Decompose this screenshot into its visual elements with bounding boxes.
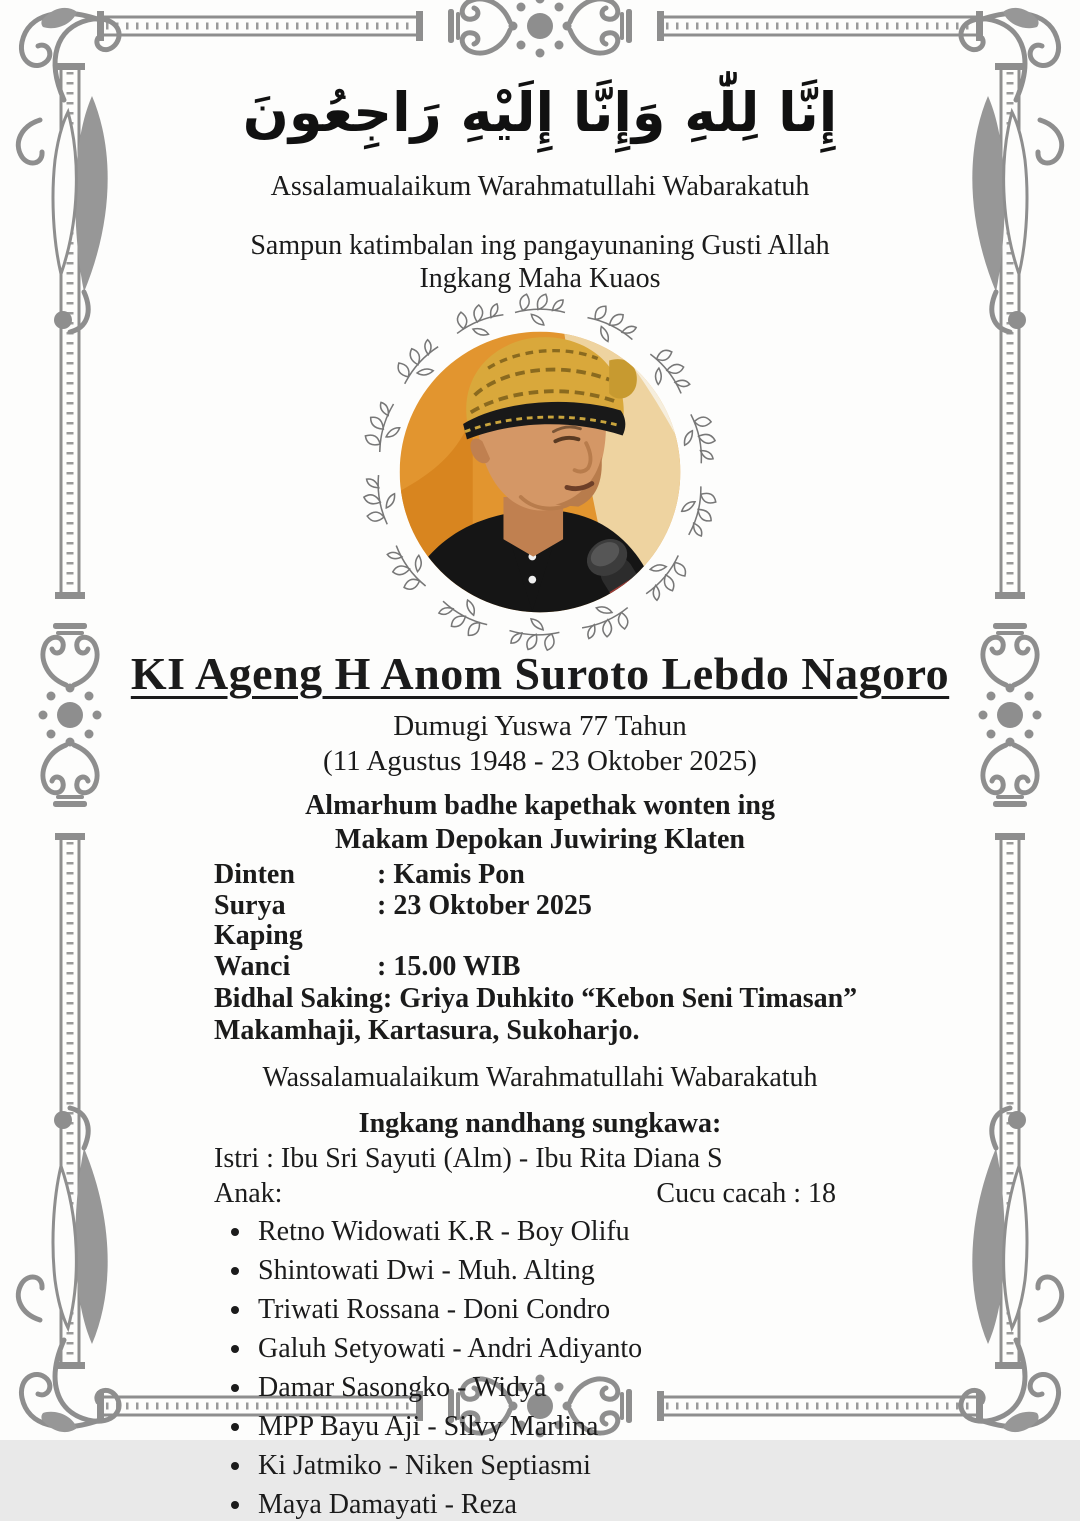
- list-item: • Damar Sasongko - Widya: [254, 1372, 904, 1404]
- mourners-heading: Ingkang nandhang sungkawa:: [358, 1108, 722, 1140]
- portrait-section: [364, 299, 716, 645]
- children-grandchildren-row: [214, 1179, 836, 1210]
- burial-row-time: [214, 952, 904, 981]
- deceased-dates: (11 Agustus 1948 - 23 Oktober 2025): [323, 745, 757, 778]
- portrait-photo: [364, 299, 716, 645]
- list-item: • MPP Bayu Aji - Silvy Marlina: [254, 1411, 904, 1443]
- list-item: • Retno Widowati K.R - Boy Olifu: [254, 1216, 904, 1248]
- list-item: • Galuh Setyowati - Andri Adiyanto: [254, 1333, 904, 1365]
- burial-row-value: : 23 Oktober 2025: [377, 890, 592, 922]
- deceased-age: Dumugi Yuswa 77 Tahun: [393, 710, 687, 743]
- intro-line2: Ingkang Maha Kuaos: [419, 263, 661, 295]
- list-item: • Triwati Rossana - Doni Condro: [254, 1294, 904, 1326]
- burial-place-line: Makam Depokan Juwiring Klaten: [335, 824, 745, 856]
- family-section: [214, 1144, 904, 1521]
- list-item: • Maya Damayati - Reza: [254, 1489, 904, 1521]
- burial-row-value: : 15.00 WIB: [377, 951, 521, 983]
- burial-intro-line: Almarhum badhe kapethak wonten ing: [305, 790, 775, 822]
- burial-row-value: : Kamis Pon: [377, 859, 525, 891]
- burial-details: [214, 860, 904, 1046]
- burial-row-date: [214, 891, 904, 950]
- intro-text: [0, 229, 1080, 295]
- burial-row-label: Wanci: [214, 951, 291, 983]
- burial-departure-line1: Bidhal Saking: Griya Duhkito “Kebon Seni Timasan”: [214, 982, 858, 1014]
- children-label: Anak:: [214, 1177, 283, 1209]
- intro-line1: Sampun katimbalan ing pangayunaning Gusti Allah: [250, 230, 830, 261]
- arabic-calligraphy: إِنَّا لِلّٰهِ وَإِنَّا إِلَيْهِ رَاجِعُونَ: [242, 81, 838, 144]
- burial-row-label: Surya Kaping: [214, 890, 303, 951]
- list-item: • Shintowati Dwi - Muh. Alting: [254, 1255, 904, 1287]
- islamic-greeting: Assalamualaikum Warahmatullahi Wabarakatuh: [270, 171, 810, 202]
- burial-row-label: Dinten: [214, 859, 295, 891]
- grandchildren-count: Cucu cacah : 18: [656, 1177, 836, 1209]
- burial-departure-line2: Makamhaji, Kartasura, Sukoharjo.: [214, 1014, 640, 1046]
- list-item: • Ki Jatmiko - Niken Septiasmi: [254, 1450, 904, 1482]
- closing-greeting: Wassalamualaikum Warahmatullahi Wabarakatuh: [262, 1062, 818, 1094]
- deceased-name: KI Ageng H Anom Suroto Lebdo Nagoro: [130, 648, 950, 700]
- wife-line: Istri : Ibu Sri Sayuti (Alm) - Ibu Rita Diana S: [214, 1143, 723, 1175]
- children-list: [214, 1216, 904, 1521]
- burial-row-day: [214, 860, 904, 889]
